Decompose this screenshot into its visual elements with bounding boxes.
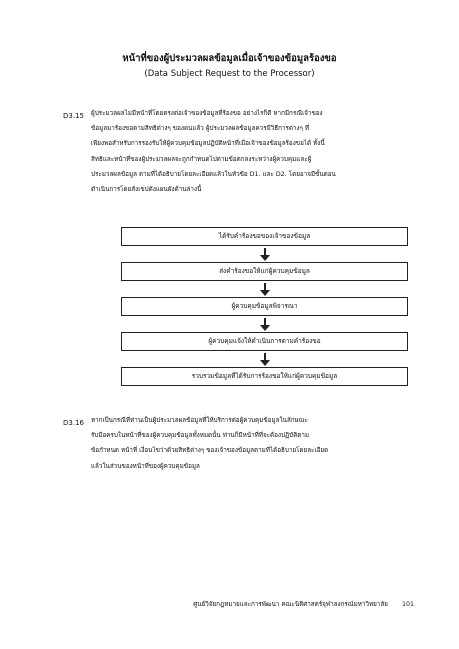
section-paragraph [91, 106, 407, 197]
paragraph-line: แล้วในส่วนของหน้าที่ของผู้ควบคุมข้อมูล [91, 462, 200, 470]
paragraph-line: ข้อมูลมาร้องขอตามสิทธิต่างๆ ของตนแล้ว ผู้ประมวลผลข้อมูลควรมีวิธีการต่างๆ ที่ [91, 125, 310, 133]
arrow-down-icon [260, 283, 270, 296]
section-number: D3.16 [63, 419, 84, 427]
page-subtitle: (Data Subject Request to the Processor) [144, 69, 315, 79]
paragraph-line: รับมือครบในหน้าที่ของผู้ควบคุมข้อมูลทั้งหมดนั้น ท่านก็มีหน้าที่ที่จะต้องปฏิบัติตาม [91, 432, 310, 440]
section-number: D3.15 [63, 112, 84, 120]
paragraph-line: สิทธิและหน้าที่ของผู้ประมวลผลจะถูกกำหนดไปตามข้อตกลงระหว่างผู้ควบคุมและผู้ [91, 155, 312, 163]
page-title: หน้าที่ของผู้ประมวลผลข้อมูลเมื่อเจ้าของข้อมูลร้องขอ [122, 53, 337, 64]
flowchart-step: ได้รับคำร้องขอของเจ้าของข้อมูล [121, 227, 408, 246]
paragraph-line: ประมวลผลข้อมูล ตามที่ได้อธิบายโดยละเอียดแล้วในหัวข้อ D1. และ D2. โดยอาจมีขั้นตอน [91, 170, 336, 178]
paragraph-line: ดำเนินการโดยสังเขปดังแผนผังด้านล่างนี้ [91, 186, 202, 194]
flowchart-step: รวบรวมข้อมูลที่ได้รับการร้องขอให้แก่ผู้ควบคุมข้อมูล [121, 367, 408, 386]
flowchart-step: ผู้ควบคุมแจ้งให้ดำเนินการตามคำร้องขอ [121, 332, 408, 351]
paragraph-line: ข้อกำหนด หน้าที่ เงื่อนไขว่าด้วยสิทธิต่างๆ ของเจ้าของข้อมูลตามที่ได้อธิบายโดยละเอียด [91, 447, 329, 455]
page-footer [0, 599, 414, 609]
paragraph-line: ผู้ประมวลผลไม่มีหน้าที่โดยตรงต่อเจ้าของข้อมูลที่ร้องขอ อย่างไรก็ดี หากมีกรณีเจ้าของ [91, 110, 323, 117]
flowchart-step: ผู้ควบคุมข้อมูลพิจารณา [121, 297, 408, 316]
section-paragraph [91, 413, 407, 474]
arrow-down-icon [260, 353, 270, 366]
footer-text: ศูนย์วิจัยกฎหมายและการพัฒนา คณะนิติศาสตร์จุฬาลงกรณ์มหาวิทยาลัย [193, 601, 388, 608]
paragraph-line: หากเป็นกรณีที่ท่านเป็นผู้ประมวลผลข้อมูลที่ให้บริการต่อผู้ควบคุมข้อมูลในลักษณะ [91, 417, 308, 424]
arrow-down-icon [260, 318, 270, 331]
flowchart-step: ส่งคำร้องขอให้แก่ผู้ควบคุมข้อมูล [121, 262, 408, 281]
paragraph-line: เพียงพอสำหรับการรองรับให้ผู้ควบคุมข้อมูลปฏิบัติหน้าที่เมื่อเจ้าของข้อมูลร้องขอได้ ทั้งนี้ [91, 140, 325, 148]
page-number: 101 [401, 601, 414, 608]
arrow-down-icon [260, 248, 270, 261]
